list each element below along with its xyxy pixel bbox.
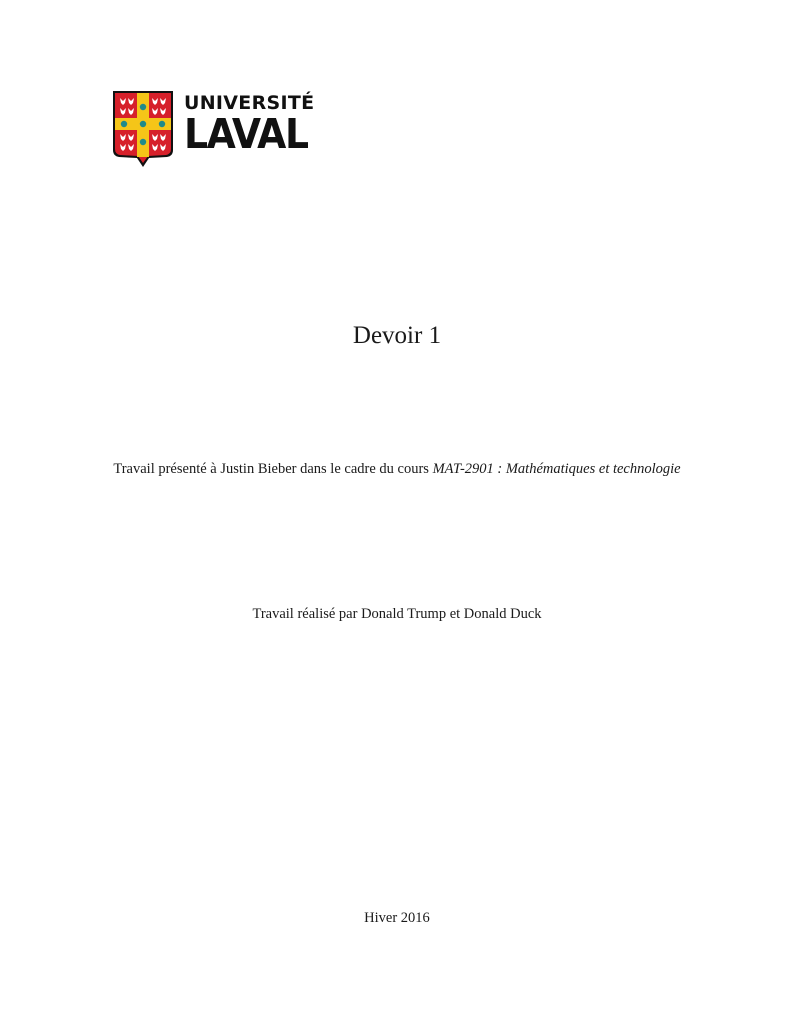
course-name: MAT-2901 : Mathématiques et technologie (432, 461, 681, 477)
logo-line-laval: LAVAL (184, 110, 308, 158)
term-date: Hiver 2016 (364, 910, 430, 926)
authors: Travail réalisé par Donald Trump et Donald Duck (252, 606, 542, 622)
presented-to (100, 460, 694, 479)
shield-icon (112, 90, 174, 168)
document-title: Devoir 1 (352, 322, 442, 349)
logo-wordmark (184, 92, 318, 158)
presented-prefix: Travail présenté à Justin Bieber dans le cadre du cours (113, 461, 433, 477)
universite-laval-logo (112, 90, 315, 170)
logo-line-universite: UNIVERSITÉ (184, 92, 315, 114)
